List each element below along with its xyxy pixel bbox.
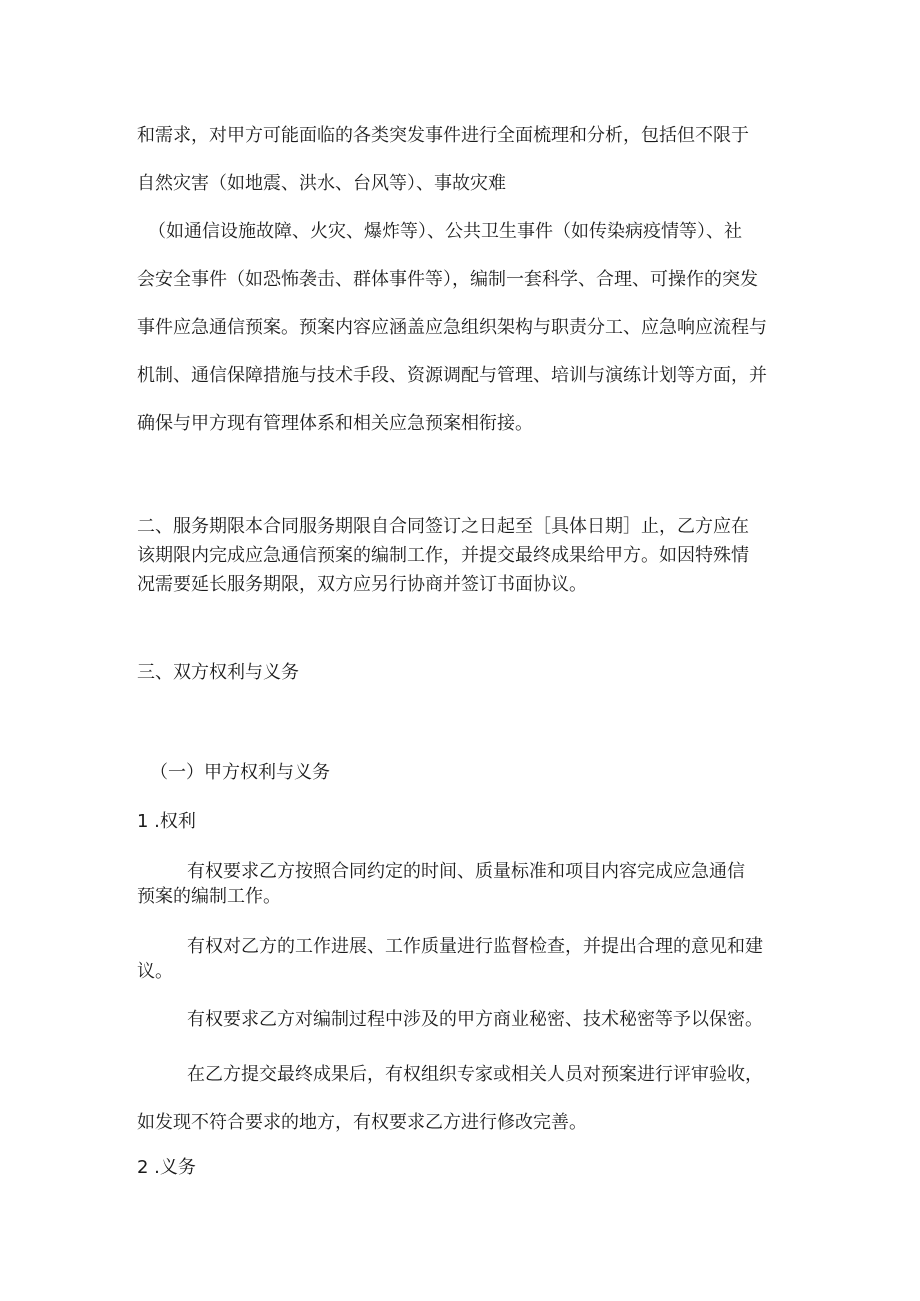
text-line: 如发现不符合要求的地方，有权要求乙方进行修改完善。 [137, 1112, 587, 1133]
text-line: 在乙方提交最终成果后，有权组织专家或相关人员对预案进行评审验收， [187, 1064, 763, 1085]
text-line: 该期限内完成应急通信预案的编制工作，并提交最终成果给甲方。如因特殊情 [137, 545, 749, 566]
subsection-heading: （一）甲方权利与义务 [150, 762, 330, 783]
text-line: 事件应急通信预案。预案内容应涵盖应急组织架构与职责分工、应急响应流程与 [137, 317, 767, 338]
text-line: （如通信设施故障、火灾、爆炸等）、公共卫生事件（如传染病疫情等）、社 [148, 221, 742, 242]
text-line: 况需要延长服务期限，双方应另行协商并签订书面协议。 [137, 574, 587, 595]
text-line: 确保与甲方现有管理体系和相关应急预案相衔接。 [137, 413, 533, 434]
item-heading: 1 .权利 [137, 811, 196, 832]
text-line: 有权要求乙方按照合同约定的时间、质量标准和项目内容完成应急通信 [187, 861, 745, 882]
text-line: 自然灾害（如地震、洪水、台风等）、事故灾难 [137, 173, 506, 194]
text-line: 议。 [137, 961, 173, 982]
text-line: 二、服务期限本合同服务期限自合同签订之日起至［具体日期］止，乙方应在 [137, 516, 749, 537]
section-heading: 三、双方权利与义务 [137, 662, 299, 683]
text-line: 机制、通信保障措施与技术手段、资源调配与管理、培训与演练计划等方面，并 [137, 365, 767, 386]
text-line: 预案的编制工作。 [137, 886, 281, 907]
text-line: 和需求，对甲方可能面临的各类突发事件进行全面梳理和分析，包括但不限于 [137, 125, 749, 146]
text-line: 有权要求乙方对编制过程中涉及的甲方商业秘密、技术秘密等予以保密。 [187, 1009, 763, 1030]
item-heading: 2 .义务 [137, 1157, 196, 1178]
text-line: 会安全事件（如恐怖袭击、群体事件等），编制一套科学、合理、可操作的突发 [137, 269, 758, 290]
text-line: 有权对乙方的工作进展、工作质量进行监督检查，并提出合理的意见和建 [187, 936, 763, 957]
